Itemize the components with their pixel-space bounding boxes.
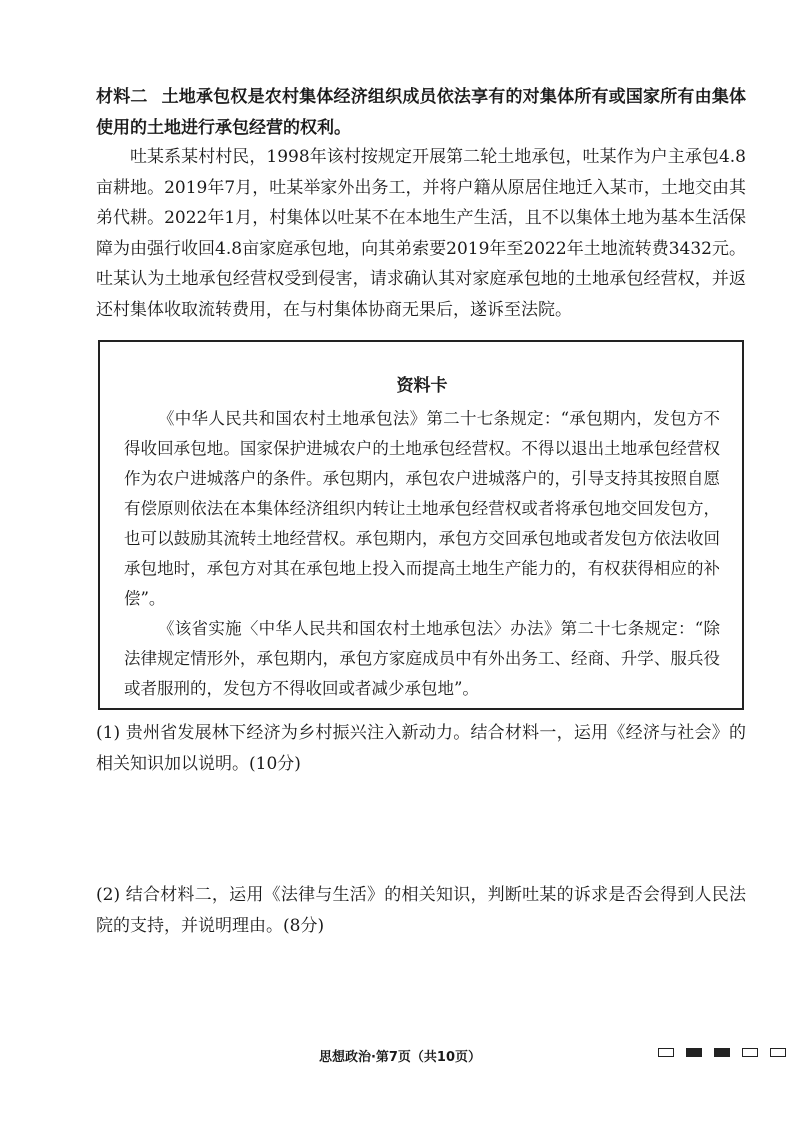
material-two xyxy=(96,82,746,143)
page-marks xyxy=(658,1048,786,1057)
page-mark-1 xyxy=(658,1048,674,1057)
page-mark-3 xyxy=(714,1048,730,1057)
info-card-paragraph-1: 《中华人民共和国农村土地承包法》第二十七条规定：“承包期内，发包方不得收回承包地。国家保护进城农户的土地承包经营权。不得以退出土地承包经营权作为农户进城落户的条件。承包期内，承包农户进城落户的，引导支持其按照自愿有偿原则依法在本集体经济组织内转让土地承包经营权或者将承包地交回发包方，也可以鼓励其流转土地经营权。承包期内，承包方交回承包地或者发包方依法收回承包地时，承包方对其在承包地上投入而提高土地生产能力的，有权获得相应的补偿”。 xyxy=(124,409,720,608)
info-card-paragraph-2: 《该省实施〈中华人民共和国农村土地承包法〉办法》第二十七条规定：“除法律规定情形外，承包期内，承包方家庭成员中有外出务工、经商、升学、服兵役或者服刑的，发包方不得收回或者减少承包地”。 xyxy=(124,619,720,698)
page-mark-2 xyxy=(686,1048,702,1057)
info-card-title: 资料卡 xyxy=(396,376,448,396)
question-1: (1) 贵州省发展林下经济为乡村振兴注入新动力。结合材料一，运用《经济与社会》的相关知识加以说明。(10分) xyxy=(96,723,746,774)
material-title: 土地承包权是农村集体经济组织成员依法享有的对集体所有或国家所有由集体使用的土地进行承包经营的权利。 xyxy=(96,87,747,138)
question-2: (2) 结合材料二，运用《法律与生活》的相关知识，判断吐某的诉求是否会得到人民法院的支持，并说明理由。(8分) xyxy=(96,885,746,936)
info-card xyxy=(98,340,744,710)
page-number: 思想政治·第7页（共10页） xyxy=(318,1050,482,1065)
material-paragraph: 吐某系某村村民，1998年该村按规定开展第二轮土地承包，吐某作为户主承包4.8亩耕地。2019年7月，吐某举家外出务工，并将户籍从原居住地迁入某市，土地交由其弟代耕。2022年1月，村集体以吐某不在本地生产生活，且不以集体土地为基本生活保障为由强行收回4.8亩家庭承包地，向其弟索要2019年至2022年土地流转费3432元。吐某认为土地承包经营权受到侵害，请求确认其对家庭承包地的土地承包经营权，并返还村集体收取流转费用，在与村集体协商无果后，遂诉至法院。 xyxy=(96,147,746,320)
page-mark-5 xyxy=(770,1048,786,1057)
page-mark-4 xyxy=(742,1048,758,1057)
material-label: 材料二 xyxy=(96,87,148,107)
